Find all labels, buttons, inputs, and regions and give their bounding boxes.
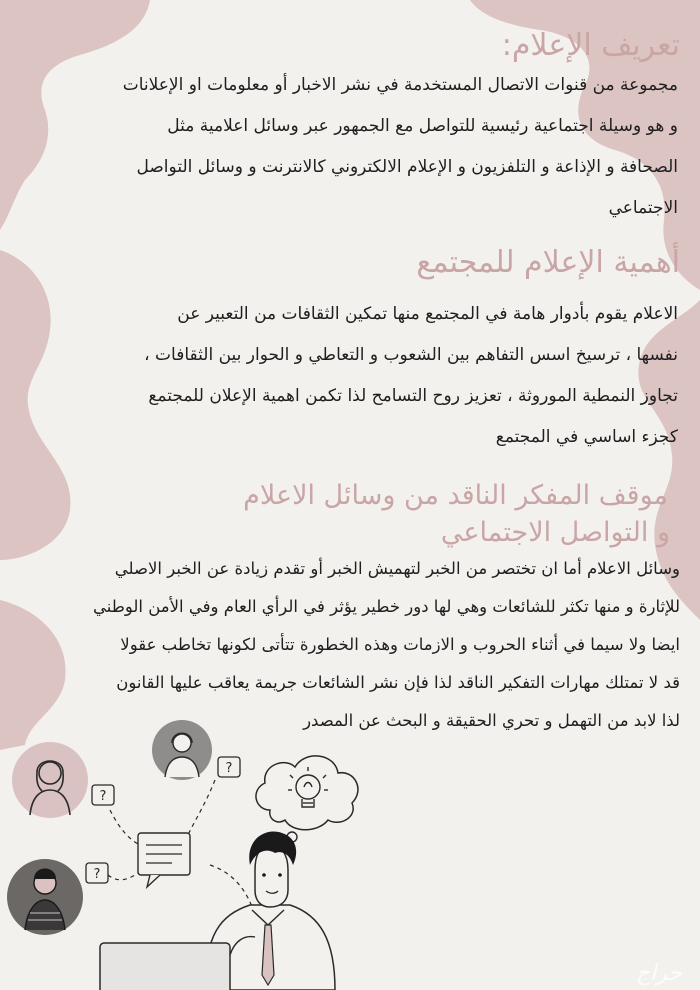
question-mark-1: ? (99, 789, 107, 804)
section2-line-1: الاعلام يقوم بأدوار هامة في المجتمع منها تمكين الثقافات من التعبير عن (177, 304, 678, 324)
section1-line-3: الصحافة و الإذاعة و التلفزيون و الإعلام الالكتروني كالانترنت و وسائل التواصل (136, 157, 678, 177)
section1-line-2: و هو وسيلة اجتماعية رئيسية للتواصل مع الجمهور عبر وسائل اعلامية مثل (167, 116, 678, 136)
question-mark-2: ? (225, 761, 233, 776)
thinking-illustration (0, 715, 420, 990)
section2-line-2: نفسها ، ترسيخ اسس التفاهم بين الشعوب و التعاطي و الحوار بين الثقافات ، (144, 345, 678, 365)
section2-title: أهمية الإعلام للمجتمع (416, 245, 680, 280)
question-bubble-3 (86, 863, 108, 883)
section1-line-4: الاجتماعي (608, 198, 678, 218)
section1-title: تعريف الإعلام: (501, 28, 680, 63)
chat-box-icon (138, 833, 190, 887)
woman-avatar-2 (152, 720, 212, 780)
section2-line-3: تجاوز النمطية الموروثة ، تعزيز روح التسامح لذا تكمن اهمية الإعلان للمجتمع (148, 386, 678, 406)
section3-line-2: للإثارة و منها تكثر للشائعات وهي لها دور خطير يؤثر في الرأي العام وفي الأمن الوطني (93, 597, 680, 616)
laptop-icon (100, 943, 230, 990)
section3-line-3: ايضا ولا سيما في أثناء الحروب و الازمات وهذه الخطورة تتأتى لكونها تخاطب عقولا (120, 635, 680, 654)
section1-line-1: مجموعة من قنوات الاتصال المستخدمة في نشر الاخبار أو معلومات او الإعلانات (122, 75, 678, 95)
section2-line-4: كجزء اساسي في المجتمع (495, 427, 678, 447)
man-avatar (7, 859, 83, 935)
section3-line-5: لذا لابد من التهمل و تحري الحقيقة و البحث عن المصدر (303, 711, 680, 730)
woman-avatar-1 (12, 742, 88, 818)
question-bubble-1 (92, 785, 114, 805)
section3-line-4: قد لا تمتلك مهارات التفكير الناقد لذا فإن نشر الشائعات جريمة يعاقب عليها القانون (116, 673, 680, 692)
question-bubble-2 (218, 757, 240, 777)
section1-paragraph (18, 65, 678, 229)
watermark-logo: حراج (635, 961, 682, 986)
section3-paragraph (20, 550, 680, 740)
question-mark-3: ? (93, 867, 101, 882)
section3-title-line1: موقف المفكر الناقد من وسائل الاعلام (243, 480, 668, 511)
section2-paragraph (18, 294, 678, 458)
section3-line-1: وسائل الاعلام أما ان تختصر من الخبر لتهميش الخبر أو تقدم زيادة عن الخبر الاصلي (114, 559, 680, 578)
section3-title-line2: و التواصل الاجتماعي (440, 517, 670, 548)
